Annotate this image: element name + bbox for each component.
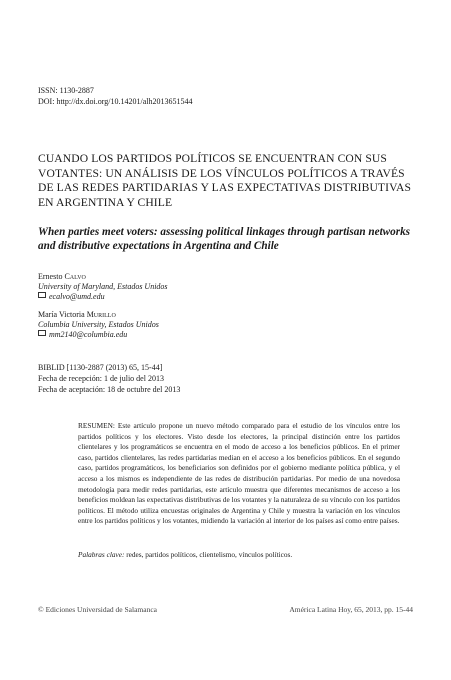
author-1-first: Ernesto [38, 272, 63, 281]
abstract-label: RESUMEN: [78, 421, 115, 430]
issn: ISSN: 1130-2887 [38, 86, 94, 95]
keywords [78, 550, 400, 560]
abstract-text: Este artículo propone un nuevo método comparado para el estudio de los vínculos entre los partidos políticos y los electores. Visto desde los electores, la principal distinción entre los partidos clientelares y los programáticos se encuentra en el modo de acceso a los beneficios públicos. En el primer caso, partidos clientelares, las redes partidarias median en el acceso a los beneficios públicos. En el segundo caso, partidos programáticos, los beneficiarios son definidos por el gobierno mediante política pública, y el acceso a los mismos es independiente de las redes de distribución partidarias. Por medio de una novedosa metodología para medir redes partidarias, este artículo muestra que diferentes mecanismos de acceso a los beneficios moldean las expectativas distributivas de los votantes y la naturaleza de su vínculo con los partidos políticos. El método utiliza encuestas originales de Argentina y Chile y muestra la variación en los vínculos entre los partidos políticos y los votantes, midiendo la variación al interior de los países así como entre países. [78, 421, 401, 526]
keywords-text: redes, partidos políticos, clientelismo, vínculos políticos. [126, 550, 293, 559]
article-subtitle: When parties meet voters: assessing political linkages through partisan networks and distributive expectations in Argentina and Chile [38, 226, 411, 252]
author-2-email-row [38, 330, 127, 340]
author-1-email[interactable]: ecalvo@umd.edu [49, 292, 105, 301]
author-2-name [38, 310, 116, 320]
date-accepted: Fecha de aceptación: 18 de octubre del 2013 [38, 385, 181, 394]
article-title: CUANDO LOS PARTIDOS POLÍTICOS SE ENCUENTRAN CON SUS VOTANTES: UN ANÁLISIS DE LOS VÍNCULOS POLÍTICOS A TRAVÉS DE LAS REDES PARTIDARIAS Y LAS EXPECTATIVAS DISTRIBUTIVAS EN ARGENTINA Y CHILE [38, 152, 412, 209]
footer-copyright: © Ediciones Universidad de Salamanca [38, 605, 157, 614]
keywords-label: Palabras clave: [78, 550, 125, 559]
author-1-email-row [38, 292, 105, 302]
biblid: BIBLID [1130-2887 (2013) 65, 15-44] [38, 363, 163, 372]
author-2-email[interactable]: mm2140@columbia.edu [49, 330, 128, 339]
author-1-name [38, 272, 86, 282]
doi: DOI: http://dx.doi.org/10.14201/alh2013651544 [38, 97, 193, 106]
author-1-affiliation: University of Maryland, Estados Unidos [38, 282, 168, 291]
date-received: Fecha de recepción: 1 de julio del 2013 [38, 374, 164, 383]
footer-journal: América Latina Hoy, 65, 2013, pp. 15-44 [289, 605, 413, 614]
email-icon [38, 292, 46, 298]
author-2-affiliation: Columbia University, Estados Unidos [38, 320, 159, 329]
author-1-last: Calvo [64, 272, 86, 281]
abstract [78, 421, 400, 527]
email-icon [38, 330, 46, 336]
author-2-first: María Victoria [38, 310, 85, 319]
author-2-last: Murillo [86, 310, 116, 319]
